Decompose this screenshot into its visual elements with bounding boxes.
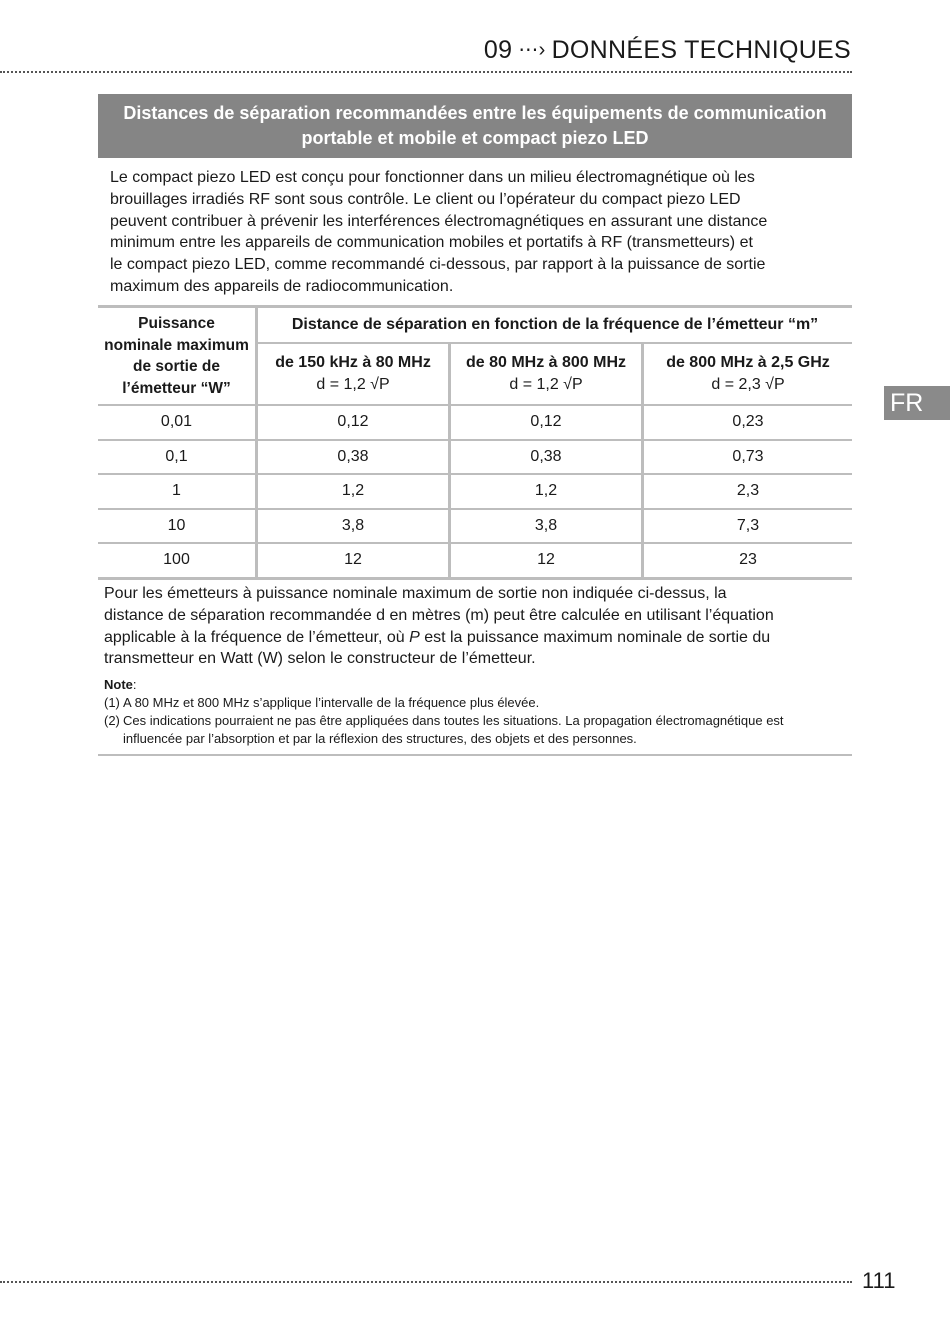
text-run: est la puissance maximum nominale de sortie du xyxy=(419,628,771,646)
section-title-banner xyxy=(98,94,852,158)
power-cell: 100 xyxy=(98,543,257,578)
band-formula: d = 2,3 √P xyxy=(711,376,785,393)
section-end-rule xyxy=(98,754,852,756)
notes-colon: : xyxy=(132,677,137,692)
band-formula: d = 1,2 √P xyxy=(509,376,583,393)
note-number: (1) xyxy=(104,695,120,710)
distance-cell: 0,23 xyxy=(643,405,853,440)
distance-cell: 2,3 xyxy=(643,474,853,509)
power-cell: 0,1 xyxy=(98,440,257,475)
table-row xyxy=(98,509,852,544)
distance-cell: 1,2 xyxy=(450,474,643,509)
distance-cell: 0,12 xyxy=(257,405,450,440)
distance-cell: 23 xyxy=(643,543,853,578)
table-row xyxy=(98,440,852,475)
distance-cell: 0,73 xyxy=(643,440,853,475)
paragraph-line: transmetteur en Watt (W) selon le constructeur de l’émetteur. xyxy=(104,650,536,668)
notes-heading xyxy=(104,676,844,694)
distance-cell: 0,38 xyxy=(450,440,643,475)
notes-title: Note xyxy=(104,677,133,692)
table-row xyxy=(98,474,852,509)
note-number: (2) xyxy=(104,713,120,728)
intro-paragraph xyxy=(110,167,845,298)
power-column-header xyxy=(98,307,257,406)
section-title-line-2: portable et mobile et compact piezo LED xyxy=(301,128,649,148)
power-cell: 0,01 xyxy=(98,405,257,440)
dotted-arrow-icon: ⋯› xyxy=(518,39,546,61)
power-header-line: nominale maximum xyxy=(104,336,249,354)
intro-line: maximum des appareils de radiocommunication. xyxy=(110,277,454,295)
table-header-row xyxy=(98,307,852,344)
paragraph-line: Pour les émetteurs à puissance nominale maximum de sortie non indiquée ci-dessus, la xyxy=(104,585,727,602)
band-header-80mhz-800mhz xyxy=(450,343,643,405)
distance-cell: 12 xyxy=(257,543,450,578)
power-cell: 10 xyxy=(98,509,257,544)
band-range: de 80 MHz à 800 MHz xyxy=(465,354,627,371)
note-item xyxy=(104,694,844,712)
distance-column-group-header: Distance de séparation en fonction de la fréquence de l’émetteur “m” xyxy=(257,307,853,344)
distance-cell: 0,38 xyxy=(257,440,450,475)
separation-distance-table xyxy=(98,305,852,580)
power-header-line: Puissance xyxy=(138,315,215,332)
intro-line: peuvent contribuer à prévenir les interférences électromagnétiques en assurant une distance xyxy=(110,212,768,230)
power-cell: 1 xyxy=(98,474,257,509)
paragraph-line: distance de séparation recommandée d en mètres (m) peut être calculée en utilisant l’équation xyxy=(104,606,774,624)
chapter-number: 09 xyxy=(483,36,513,64)
table-row xyxy=(98,405,852,440)
distance-cell: 3,8 xyxy=(450,509,643,544)
power-header-line: de sortie de xyxy=(133,358,220,375)
calculation-paragraph xyxy=(104,583,849,670)
intro-line: minimum entre les appareils de communication mobiles et portatifs à RF (transmetteurs) et xyxy=(110,234,753,252)
distance-cell: 3,8 xyxy=(257,509,450,544)
paragraph-line xyxy=(104,627,849,649)
language-tab: FR xyxy=(884,386,950,420)
note-item xyxy=(104,712,844,748)
variable-p: P xyxy=(409,628,420,646)
band-formula: d = 1,2 √P xyxy=(316,376,390,393)
distance-cell: 12 xyxy=(450,543,643,578)
section-title-line-1: Distances de séparation recommandées entre les équipements de communication xyxy=(123,103,827,123)
band-range: de 150 kHz à 80 MHz xyxy=(275,354,431,371)
table-row xyxy=(98,543,852,578)
note-text: A 80 MHz et 800 MHz s’applique l’intervalle de la fréquence plus élevée. xyxy=(123,695,540,710)
chapter-title: DONNÉES TECHNIQUES xyxy=(551,36,851,64)
band-header-150khz-80mhz xyxy=(257,343,450,405)
band-header-800mhz-2-5ghz xyxy=(643,343,853,405)
intro-line: Le compact piezo LED est conçu pour fonctionner dans un milieu électromagnétique où les xyxy=(110,169,755,186)
text-run: applicable à la fréquence de l’émetteur, où xyxy=(104,628,410,646)
distance-cell: 0,12 xyxy=(450,405,643,440)
intro-line: le compact piezo LED, comme recommandé ci-dessous, par rapport à la puissance de sortie xyxy=(110,256,766,274)
page-number: 111 xyxy=(862,1268,896,1293)
intro-line: brouillages irradiés RF sont sous contrôle. Le client ou l’opérateur du compact piezo LED xyxy=(110,190,741,208)
distance-cell: 7,3 xyxy=(643,509,853,544)
footer-dotted-rule xyxy=(0,1281,852,1283)
distance-cell: 1,2 xyxy=(257,474,450,509)
note-text: Ces indications pourraient ne pas être appliquées dans toutes les situations. La propagation électromagnétique est influencée par l’absorption et par la réflexion des structures, des objets et des personnes. xyxy=(123,713,784,746)
header-dotted-rule xyxy=(0,71,852,73)
chapter-header xyxy=(484,36,851,65)
power-header-line: l’émetteur “W” xyxy=(122,379,231,397)
band-range: de 800 MHz à 2,5 GHz xyxy=(666,354,830,371)
notes-block xyxy=(104,676,844,748)
